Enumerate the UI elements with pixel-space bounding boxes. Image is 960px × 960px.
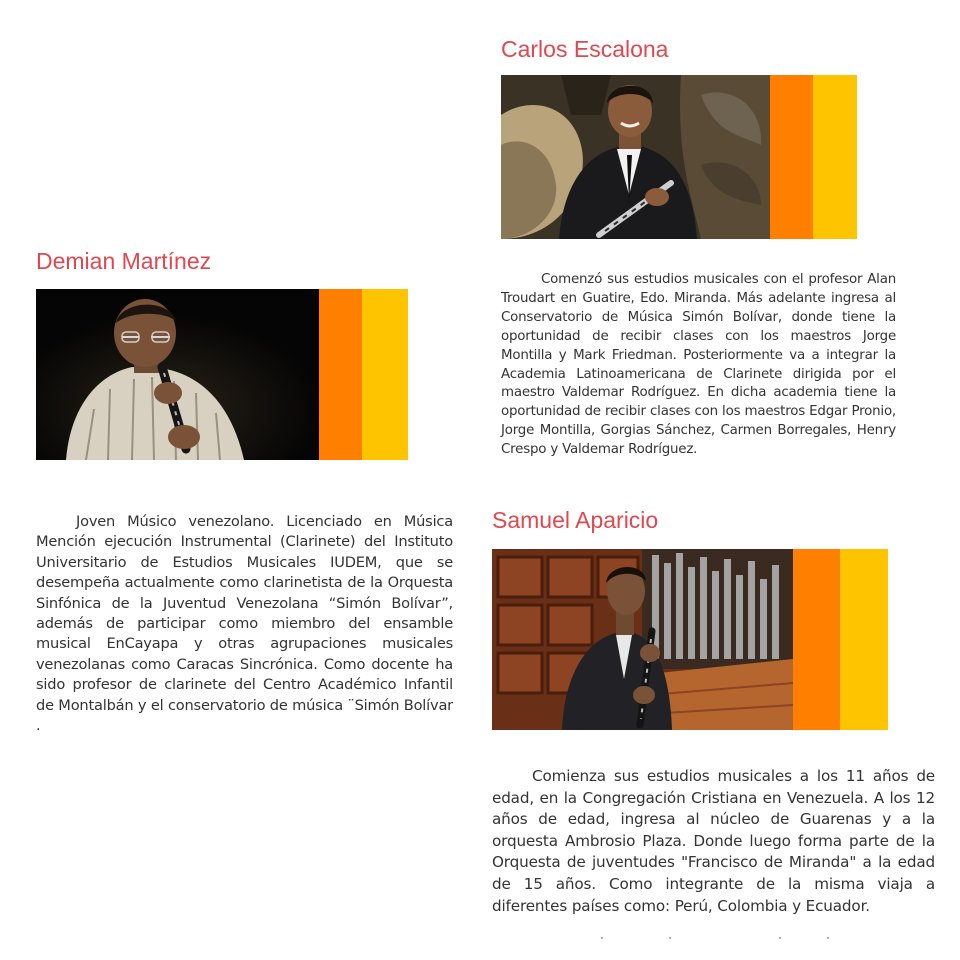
orange-stripe bbox=[319, 289, 362, 460]
musician-name-carlos: Carlos Escalona bbox=[501, 36, 669, 62]
musician-photo-carlos bbox=[501, 75, 770, 239]
photo-banner-carlos bbox=[501, 75, 857, 239]
musician-bio-demian: Joven Músico venezolano. Licenciado en Música Mención ejecución Instrumental (Clarinete) del Instituto Universitario de Estudios Musicales IUDEM, que se desempeña actualmente como clarinetista de la Orquesta Sinfónica de la Juventud Venezolana “Simón Bolívar”, además de participar como miembro del ensamble musical EnCayapa y otras agrupaciones musicales venezolanas como Caracas Sincrónica. Como docente ha sido profesor de clarinete del Centro Académico Infantil de Montalbán y el conservatorio de música ¨Simón Bolívar . bbox=[36, 513, 453, 735]
photo-banner-demian bbox=[36, 289, 408, 460]
musician-name-samuel: Samuel Aparicio bbox=[492, 507, 659, 533]
scan-artifact-dots bbox=[600, 936, 830, 940]
yellow-stripe bbox=[362, 289, 408, 460]
musician-photo-demian bbox=[36, 289, 319, 460]
musician-name-demian: Demian Martínez bbox=[36, 248, 212, 274]
musician-photo-samuel bbox=[492, 549, 793, 730]
orange-stripe bbox=[770, 75, 813, 239]
yellow-stripe bbox=[840, 549, 888, 730]
musician-bio-carlos: Comenzó sus estudios musicales con el profesor Alan Troudart en Guatire, Edo. Miranda. Más adelante ingresa al Conservatorio de Música Simón Bolívar, donde tiene la oportunidad de recibir clases con los maestros Jorge Montilla y Mark Friedman. Posteriormente va a integrar la Academia Latinoamericana de Clarinete dirigida por el maestro Valdemar Rodríguez. En dicha academia tiene la oportunidad de recibir clases con los maestros Edgar Pronio, Jorge Montilla, Gorgias Sánchez, Carmen Borregales, Henry Crespo y Valdemar Rodríguez. bbox=[501, 272, 896, 458]
photo-banner-samuel bbox=[492, 549, 888, 730]
yellow-stripe bbox=[813, 75, 857, 239]
musician-bio-samuel: Comienza sus estudios musicales a los 11 años de edad, en la Congregación Cristiana en Venezuela. A los 12 años de edad, ingresa al núcleo de Guarenas y a la orquesta Ambrosio Plaza. Donde luego forma parte de la Orquesta de juventudes "Francisco de Miranda" a la edad de 15 años. Como integrante de la misma viaja a diferentes países como: Perú, Colombia y Ecuador. bbox=[492, 767, 935, 915]
orange-stripe bbox=[793, 549, 840, 730]
